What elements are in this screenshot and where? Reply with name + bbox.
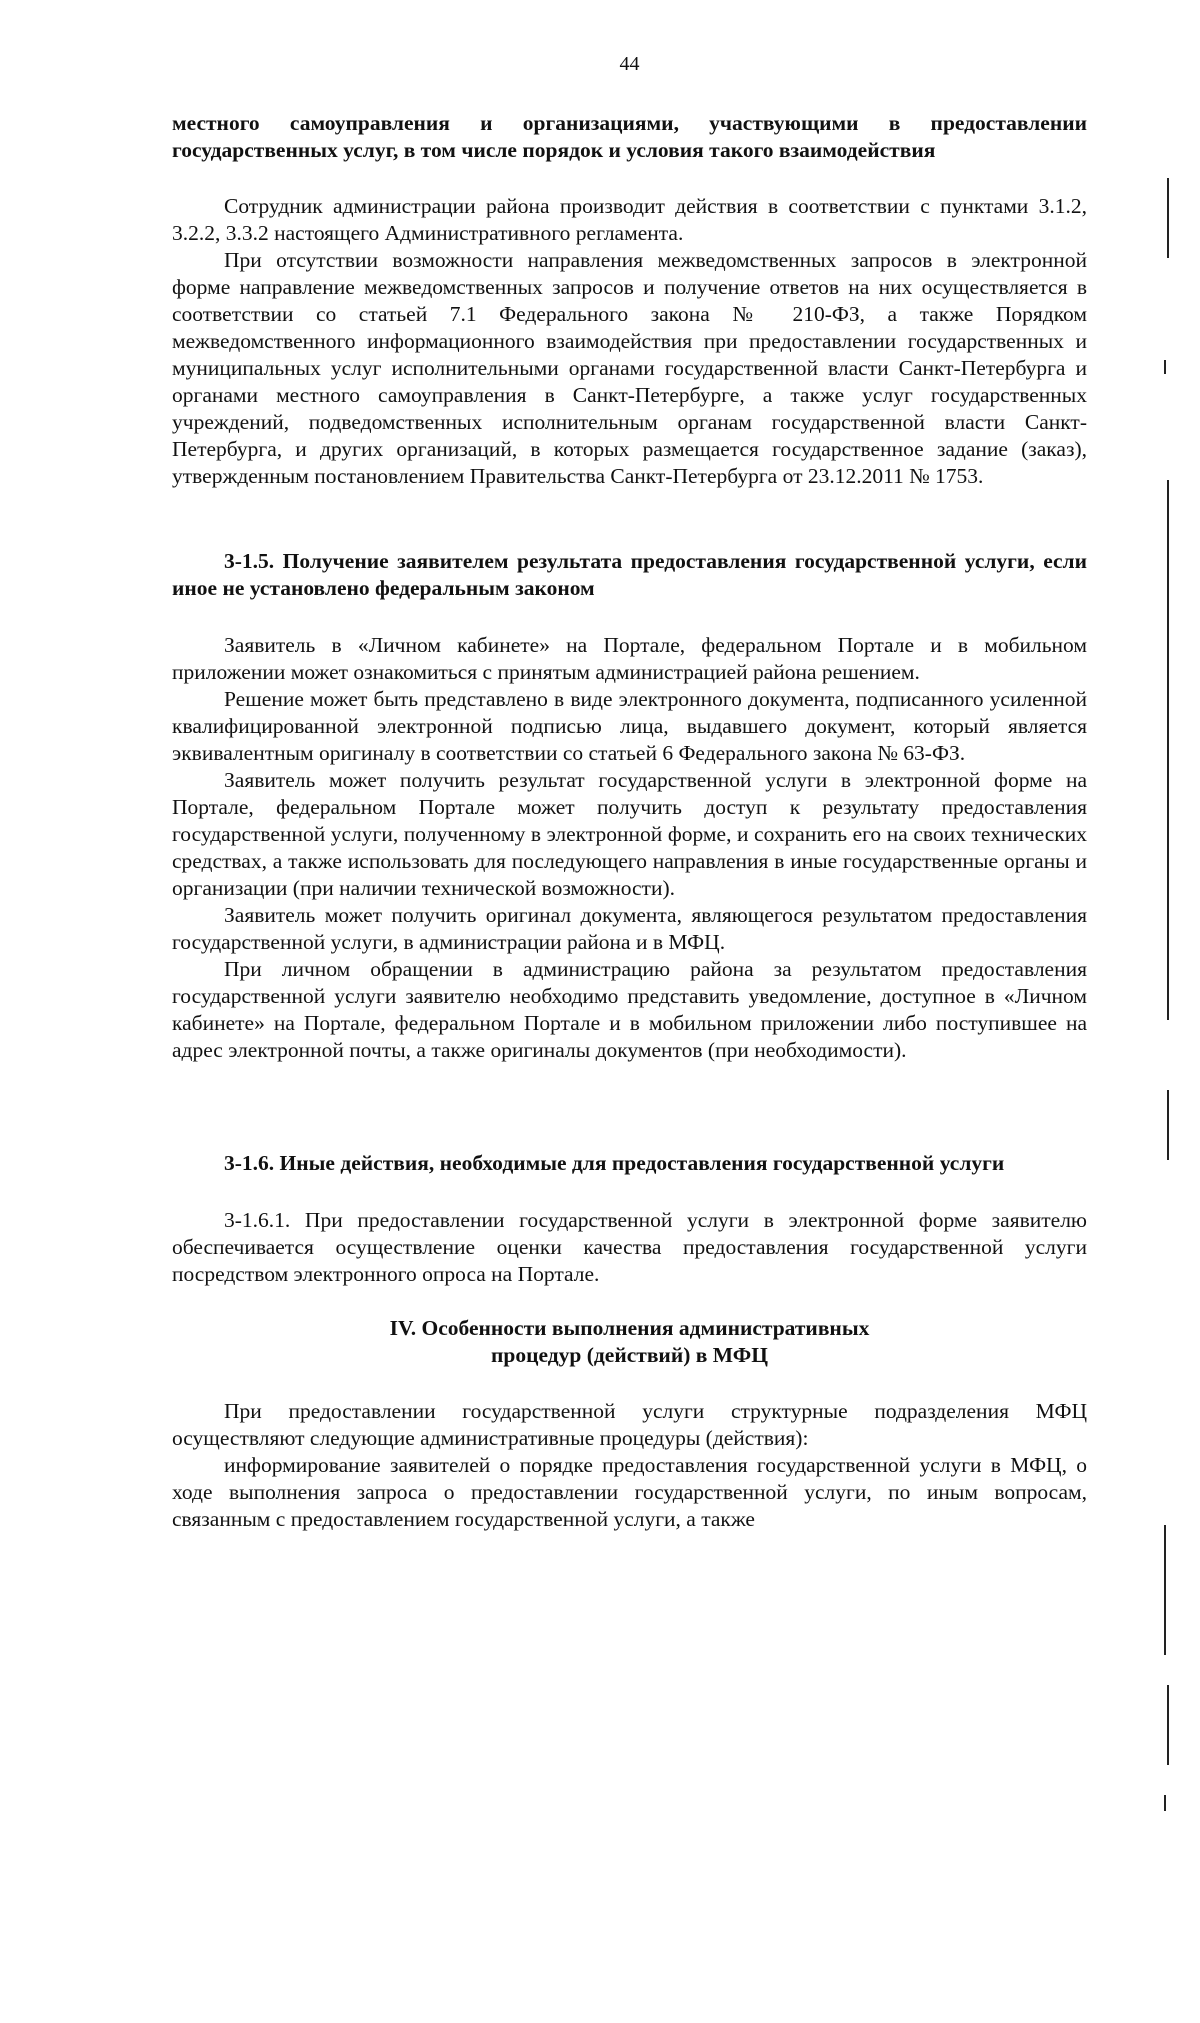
section-1-6-paragraph-1: 3-1.6.1. При предоставлении государственной услуги в электронной форме заявителю обеспечивается осуществление оценки качества предоставления государственной услуги посредством электронного опроса на Портале. — [172, 1208, 1087, 1286]
margin-mark-2 — [1164, 360, 1166, 374]
section-iv-heading-line-1: IV. Особенности выполнения административных — [389, 1316, 870, 1340]
margin-mark-4 — [1167, 1090, 1169, 1160]
section-1-6-heading-block — [172, 1150, 1087, 1177]
section-1-5-paragraph-4: Заявитель может получить оригинал документа, являющегося результатом предоставления государственной услуги, в администрации района и в МФЦ. — [172, 903, 1087, 954]
section-1-6-body — [172, 1207, 1087, 1288]
section-1-5-heading: 3-1.5. Получение заявителем результата предоставления государственной услуги, если иное не установлено федеральным законом — [172, 549, 1087, 600]
margin-mark-1 — [1167, 178, 1169, 258]
intro-paragraph-1: Сотрудник администрации района производит действия в соответствии с пунктами 3.1.2, 3.2.2, 3.3.2 настоящего Административного регламента. — [172, 194, 1087, 245]
page-number: 44 — [619, 53, 640, 75]
section-iv-body — [172, 1398, 1087, 1533]
section-iv-heading-block — [172, 1315, 1087, 1369]
margin-mark-6 — [1167, 1685, 1169, 1765]
section-1-6-heading: 3-1.6. Иные действия, необходимые для предоставления государственной услуги — [224, 1151, 1005, 1175]
intro-paragraph-2: При отсутствии возможности направления межведомственных запросов в электронной форме направление межведомственных запросов и получение ответов на них осуществляется в соответствии со статьей 7.1 Федерального закона № 210-ФЗ, а также Порядком межведомственного информационного взаимодействия при предоставлении государственных и муниципальных услуг исполнительными органами государственной власти Санкт-Петербурга и органами местного самоуправления в Санкт-Петербурге, а также услуг государственных учреждений, подведомственных исполнительным органам государственной власти Санкт-Петербурга, и других организаций, в которых размещается государственное задание (заказ), утвержденным постановлением Правительства Санкт-Петербурга от 23.12.2011 № 1753. — [172, 248, 1087, 488]
section-1-5-heading-block — [172, 548, 1087, 602]
section-1-5-paragraph-2: Решение может быть представлено в виде электронного документа, подписанного усиленной квалифицированной электронной подписью лица, выдавшего документ, который является эквивалентным оригиналу в соответствии со статьей 6 Федерального закона № 63-ФЗ. — [172, 687, 1087, 765]
section-1-5-body — [172, 632, 1087, 1064]
section-1-5-paragraph-5: При личном обращении в администрацию района за результатом предоставления государственной услуги заявителю необходимо представить уведомление, доступное в «Личном кабинете» на Портале, федеральном Портале и в мобильном приложении либо поступившее на адрес электронной почты, а также оригиналы документов (при необходимости). — [172, 957, 1087, 1062]
section-1-5-paragraph-1: Заявитель в «Личном кабинете» на Портале, федеральном Портале и в мобильном приложении может ознакомиться с принятым администрацией района решением. — [172, 633, 1087, 684]
margin-mark-3 — [1167, 480, 1169, 1020]
section-1-5-paragraph-3: Заявитель может получить результат государственной услуги в электронной форме на Портале, федеральном Портале может получить доступ к результату предоставления государственной услуги, полученному в электронной форме, и сохранить его на своих технических средствах, а также использовать для последующего направления в иные государственные органы и организации (при наличии технической возможности). — [172, 768, 1087, 900]
margin-mark-7 — [1164, 1795, 1166, 1811]
intro-block — [172, 193, 1087, 490]
top-heading-block — [172, 110, 1087, 164]
section-iv-paragraph-1: При предоставлении государственной услуги структурные подразделения МФЦ осуществляют следующие административные процедуры (действия): — [172, 1399, 1087, 1450]
section-iv-paragraph-2: информирование заявителей о порядке предоставления государственной услуги в МФЦ, о ходе выполнения запроса о предоставлении государственной услуги, по иным вопросам, связанным с предоставлением государственной услуги, а также — [172, 1453, 1087, 1531]
margin-mark-5 — [1164, 1525, 1166, 1655]
section-iv-heading-line-2: процедур (действий) в МФЦ — [491, 1343, 768, 1367]
top-heading: местного самоуправления и организациями, участвующими в предоставлении государственных услуг, в том числе порядок и условия такого взаимодействия — [172, 111, 1087, 162]
